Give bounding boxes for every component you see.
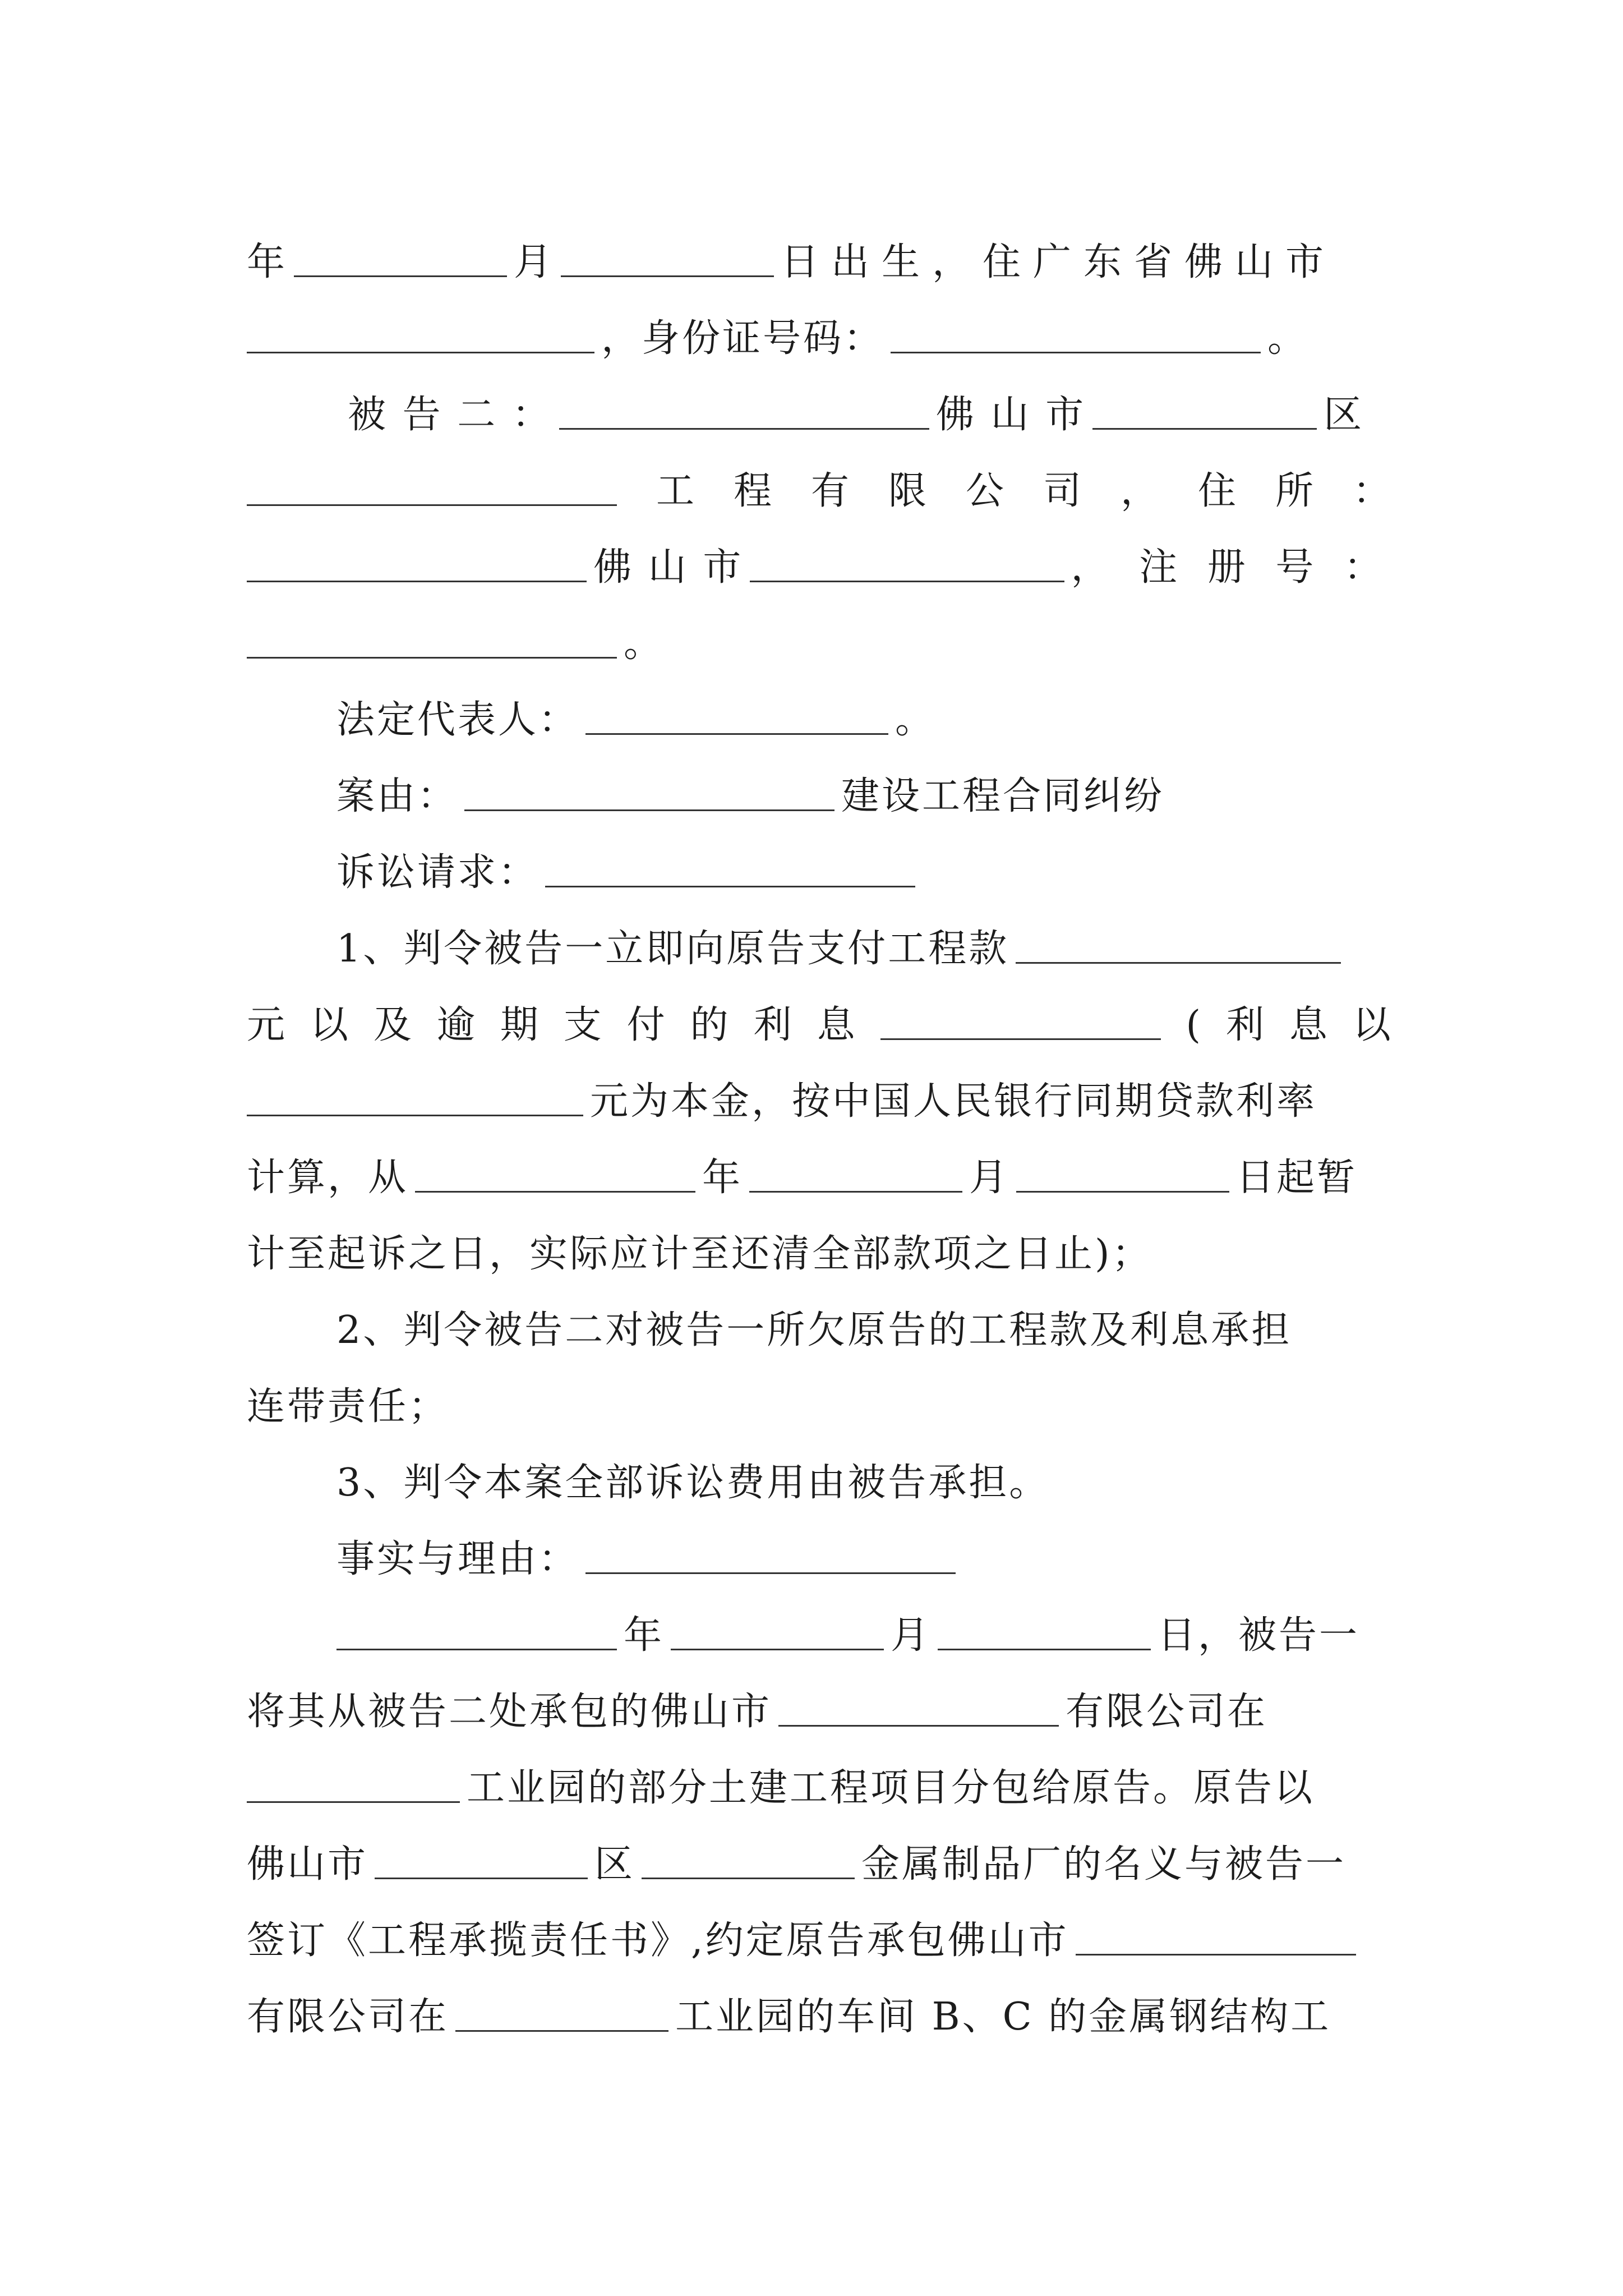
claim1-text-a: 1、判令被告一立即向原告支付工程款	[336, 927, 1009, 971]
claim3-line	[247, 1429, 1391, 1506]
cause-label: 案由：	[336, 774, 458, 818]
district-blank	[1092, 424, 1317, 430]
claim2-text-a: 2、判令被告二对被告一所欠原告的工程款及利息承担	[336, 1308, 1292, 1352]
from-month-blank	[749, 1186, 962, 1193]
facts-text-4c: 金属制品厂的名义与被告一	[861, 1842, 1347, 1887]
facts-text-6a: 有限公司在	[247, 1995, 449, 2039]
facts-line-6	[247, 1963, 1391, 2040]
char-suo: 所	[1275, 469, 1313, 513]
facts-line-5	[247, 1887, 1391, 1963]
facts-year-label: 年	[624, 1613, 665, 1658]
facts-day-label: 日，被告一	[1158, 1613, 1360, 1658]
char-gong: 工	[656, 469, 694, 513]
claim1-line-b	[247, 972, 1391, 1048]
facts-park2-blank	[455, 2026, 668, 2032]
facts-park-blank	[247, 1797, 460, 1803]
facts-line-2	[247, 1658, 1391, 1734]
claim1-line-e	[247, 1200, 1391, 1277]
claim1-char-2: 及	[373, 1003, 412, 1047]
facts-company2-blank	[1076, 1949, 1356, 1955]
month-label: 月	[514, 240, 555, 284]
facts-text-2-tail: 有限公司在	[1066, 1690, 1268, 1734]
defendant2-label: 被 告 二 ：	[348, 393, 552, 437]
claim1-char-4: 期	[500, 1003, 538, 1047]
registration-line	[247, 514, 1391, 590]
char-comma: ，	[1120, 469, 1159, 513]
cause-line	[247, 743, 1391, 819]
facts-district-blank	[375, 1873, 588, 1879]
claim2-text-b: 连带责任；	[247, 1384, 449, 1429]
facts-line-4	[247, 1811, 1391, 1887]
facts-company-blank	[778, 1720, 1059, 1727]
facts-month-label: 月	[891, 1613, 932, 1658]
claim1-text-e: 计至起诉之日，实际应计至还清全部款项之日止)；	[247, 1232, 1152, 1276]
claim3-text: 3、判令本案全部诉讼费用由被告承担。	[336, 1461, 1050, 1505]
facts-text-5: 签订《工程承揽责任书》,约定原告承包佛山市	[247, 1918, 1069, 1963]
claim1-tail-3: 以	[1352, 1003, 1391, 1047]
year-label: 年	[247, 240, 288, 284]
defendant2-name-blank	[559, 424, 929, 430]
address-blank	[247, 347, 594, 353]
city-label: 佛 山 市	[593, 545, 744, 590]
claim1-char-0: 元	[247, 1003, 285, 1047]
legal-rep-blank	[585, 729, 888, 735]
complaint-body	[247, 209, 1391, 2040]
from-day-blank	[1016, 1186, 1229, 1193]
claim2-line-a	[247, 1277, 1391, 1353]
defendant2-line	[247, 361, 1391, 438]
char-colon: ：	[1352, 469, 1391, 513]
char-you: 有	[810, 469, 849, 513]
claim1-tail-1: 利	[1225, 1003, 1264, 1047]
claim1-char-9: 息	[817, 1003, 855, 1047]
char-cheng: 程	[733, 469, 772, 513]
street-blank	[750, 576, 1064, 582]
claim1-month-label: 月	[969, 1156, 1010, 1200]
year-blank	[294, 271, 507, 277]
facts-text-3: 工业园的部分土建工程项目分包给原告。原告以	[467, 1766, 1315, 1810]
facts-text-4b: 区	[594, 1842, 635, 1887]
claim1-from-label: 计算，从	[247, 1156, 409, 1200]
line-end: 。	[624, 622, 665, 666]
line-end: 。	[895, 698, 936, 742]
claim1-char-3: 逾	[436, 1003, 475, 1047]
registration-label: ， 注 册 号 ：	[1071, 545, 1391, 590]
char-gong2: 公	[965, 469, 1004, 513]
claim1-text-c: 元为本金，按中国人民银行同期贷款利率	[590, 1079, 1317, 1124]
id-line	[247, 285, 1391, 361]
facts-line-1	[247, 1582, 1391, 1658]
amount-blank	[1016, 958, 1341, 964]
claim1-year-label: 年	[702, 1156, 743, 1200]
from-year-blank	[415, 1186, 695, 1193]
interest-blank	[880, 1034, 1161, 1040]
claim1-char-5: 支	[563, 1003, 602, 1047]
company-name-blank	[247, 500, 617, 506]
cause-blank	[464, 805, 834, 811]
claim1-line-d	[247, 1124, 1391, 1200]
claim1-char-1: 以	[310, 1003, 348, 1047]
char-xian: 限	[888, 469, 926, 513]
month-blank	[561, 271, 774, 277]
id-number-label: ，身份证号码：	[601, 316, 884, 361]
address-detail-blank	[247, 576, 587, 582]
facts-blank	[585, 1568, 956, 1574]
legal-rep-line	[247, 666, 1391, 743]
claim1-day-label: 日起暂	[1236, 1156, 1358, 1200]
claim1-line-c	[247, 1048, 1391, 1124]
facts-text-6b: 工业园的车间 B、C 的金属钢结构工	[675, 1995, 1331, 2039]
claim1-tail-2: 息	[1289, 1003, 1327, 1047]
claim1-tail-0: (	[1186, 1003, 1201, 1047]
facts-heading-line	[247, 1506, 1391, 1582]
facts-text-4a: 佛山市	[247, 1842, 368, 1887]
id-number-blank	[891, 347, 1261, 353]
facts-day-blank	[938, 1644, 1151, 1650]
district-label: 区	[1324, 393, 1364, 437]
facts-year-blank	[336, 1644, 617, 1650]
registration-number-blank	[247, 652, 617, 659]
facts-factory-blank	[642, 1873, 855, 1879]
claims-label: 诉讼请求：	[336, 850, 539, 895]
defendant2-city: 佛 山 市	[935, 393, 1086, 437]
line-end: 。	[1267, 316, 1308, 361]
company-address-line	[247, 438, 1391, 514]
facts-month-blank	[671, 1644, 884, 1650]
born-residence-text: 日出生，住广东省佛山市	[781, 240, 1336, 284]
claim1-char-8: 利	[753, 1003, 792, 1047]
claim1-char-6: 付	[626, 1003, 665, 1047]
char-si: 司	[1043, 469, 1081, 513]
legal-rep-label: 法定代表人：	[336, 698, 579, 742]
principal-blank	[247, 1110, 583, 1116]
birth-line	[247, 209, 1391, 285]
claims-blank	[545, 881, 915, 887]
char-zhu: 住	[1197, 469, 1236, 513]
claim1-line-a	[247, 895, 1391, 972]
facts-label: 事实与理由：	[336, 1537, 579, 1581]
registration-number-line	[247, 590, 1391, 666]
claims-heading-line	[247, 819, 1391, 895]
facts-line-3	[247, 1734, 1391, 1811]
facts-text-2: 将其从被告二处承包的佛山市	[247, 1690, 772, 1734]
claim1-char-7: 的	[690, 1003, 728, 1047]
claim2-line-b	[247, 1353, 1391, 1429]
cause-text: 建设工程合同纠纷	[841, 774, 1165, 818]
